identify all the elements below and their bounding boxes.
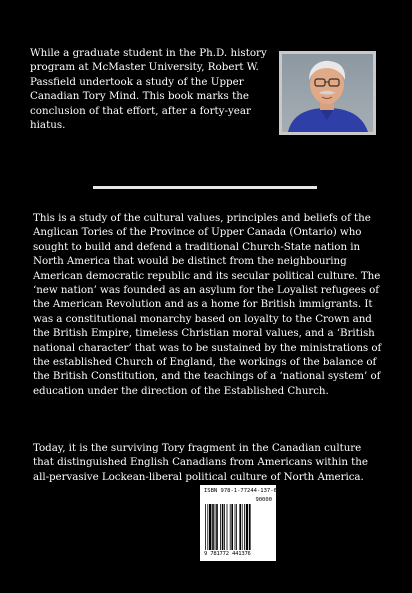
isbn-barcode (200, 485, 276, 561)
ean-digits: 9 781772 441376 (204, 551, 251, 557)
author-photo (279, 51, 376, 135)
barcode-bar (230, 504, 231, 550)
barcode-bar (220, 504, 221, 550)
author-bio: While a graduate student in the Ph.D. history program at McMaster University, Robert W. Passfield undertook a study of the Upper Canadian Tory Mind. This book marks the conclusion of that effort, after a forty-year hiatus. (30, 47, 267, 132)
description-paragraph-2: Today, it is the surviving Tory fragment in the Canadian culture that distinguished English Canadians from Americans within the all-pervasive Lockean-liberal political culture of North America. (33, 442, 368, 483)
barcode-bar (242, 504, 243, 550)
price-code: 90000 (255, 497, 272, 503)
barcode-bar (246, 504, 248, 550)
barcode-bar (207, 504, 208, 550)
barcode-bar (212, 504, 214, 550)
barcode-bar (209, 504, 211, 550)
barcode-bar (249, 504, 251, 550)
section-divider (93, 186, 317, 189)
barcode-bar (227, 504, 228, 550)
barcode-bar (224, 504, 225, 550)
barcode-bar (216, 504, 218, 550)
barcode-bar (215, 504, 216, 550)
description-paragraph-1: This is a study of the cultural values, principles and beliefs of the Anglican Tories of the Province of Upper Canada (Ontario) who sought to build and defend a traditional Church-State nation in North America that would be distinct from the neighbouring American democratic republic and its secular political culture. The ‘new nation’ was founded as an asylum for the Loyalist refugees of the American Revolution and as a home for British immigrants. It was a constitutional monarchy based on loyalty to the Crown and the British Empire, timeless Christian moral values, and a ‘British national character’ that was to be sustained by the ministrations of the established Church of England, the workings of the balance of the British Constitution, and the teachings of a ‘national system’ of education under the direction of the Established Church. (33, 212, 382, 397)
portrait-illustration (282, 54, 373, 132)
barcode-bar (231, 504, 233, 550)
barcode-bar (236, 504, 237, 550)
barcode-bar (205, 504, 206, 550)
barcode-bar (244, 504, 245, 550)
barcode-bars (204, 504, 272, 550)
isbn-label: ISBN 978-1-77244-137-6 (204, 488, 277, 494)
author-portrait-image (282, 54, 373, 132)
barcode-bar (239, 504, 241, 550)
barcode-bar (222, 504, 224, 550)
barcode-bar (235, 504, 236, 550)
